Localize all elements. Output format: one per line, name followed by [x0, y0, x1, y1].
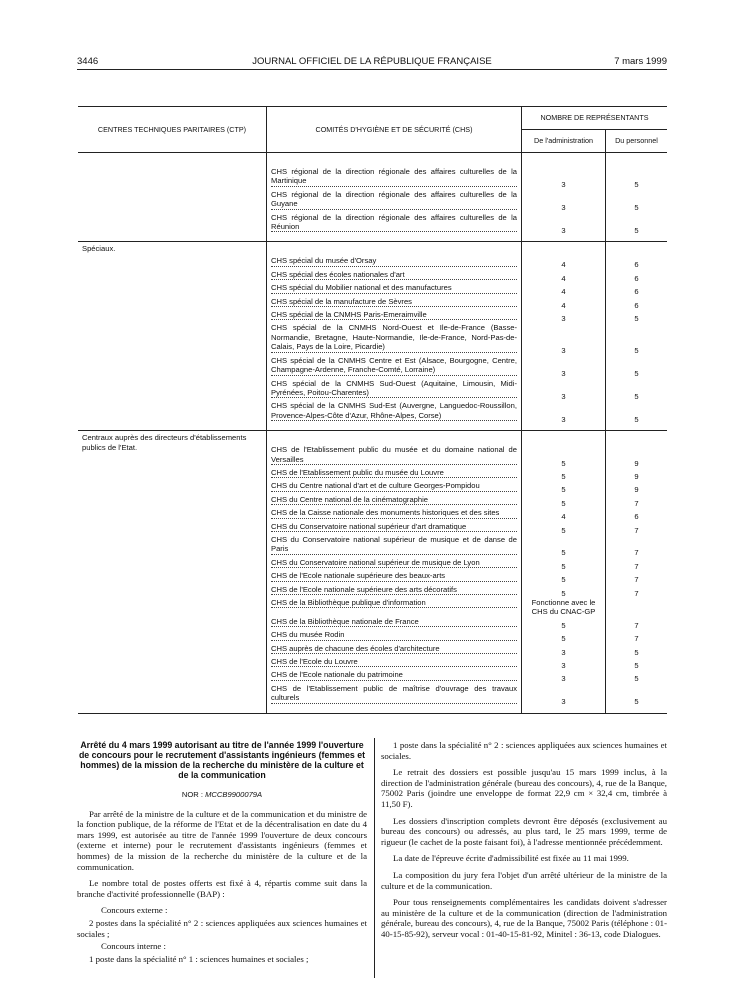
admin-count: 3: [522, 657, 606, 670]
paragraph: Le retrait des dossiers est possible jusqu'au 15 mars 1999 inclus, à la direction de l'administration générale (bureau des concours), 4, rue de la Banque, 75002 Paris (joindre une enveloppe de format 22,9 cm × 32,4 cm, timbrée à 11,50 F).: [381, 767, 667, 809]
paragraph: Les dossiers d'inscription complets devront être déposés (exclusivement au bureau des concours) ou adressés, au plus tard, le 25 mars 1999, terme de rigueur (le cachet de la poste faisant foi), à l'adresse mentionnée précédemment.: [381, 815, 667, 847]
personnel-count: 5: [634, 180, 639, 190]
paragraph: Concours externe :: [101, 905, 168, 916]
paragraph: Le nombre total de postes offerts est fixé à 4, répartis comme suit dans la branche d'activité professionnelle (BAP) :: [77, 878, 367, 899]
admin-count: 5: [522, 585, 606, 598]
admin-count: 3: [522, 323, 606, 355]
admin-count: 3: [522, 379, 606, 402]
admin-count: 5: [522, 630, 606, 643]
personnel-count: 5: [634, 369, 639, 379]
paragraph: Pour tous renseignements complémentaires les candidats doivent s'adresser au ministère de la culture et de la communication (direction de l'administration générale, bureau des concours), 4, rue de la Banque, 75002 Paris (téléphone : 01-40-15-85-92), serveur vocal : 01-40-15-81-92, Minitel : 36-13, code Dialogues.: [381, 897, 667, 939]
personnel-count: 5: [634, 647, 639, 657]
col-header-personnel: Du personnel: [615, 136, 658, 146]
admin-count: 5: [522, 571, 606, 584]
personnel-count: 7: [634, 548, 639, 558]
personnel-count: 5: [634, 674, 639, 684]
group-spacer: [78, 153, 667, 168]
paragraph: La composition du jury fera l'objet d'un arrêté ultérieur de la ministre de la culture et de la communication.: [381, 869, 667, 891]
admin-count: 5: [522, 535, 606, 558]
page-number: 3446: [77, 56, 99, 67]
personnel-count: 7: [634, 498, 639, 508]
article-left-column: [77, 740, 367, 970]
personnel-count: 7: [634, 588, 639, 598]
admin-count: 5: [522, 481, 606, 494]
admin-count: 5: [522, 617, 606, 630]
col-header-admin: De l'administration: [522, 130, 606, 153]
group-spacer: [78, 431, 667, 446]
admin-count: 4: [522, 508, 606, 521]
personnel-count: 5: [634, 346, 639, 356]
personnel-count: 5: [634, 697, 639, 707]
personnel-count: 5: [634, 391, 639, 401]
chs-name: CHS de la Caisse nationale des monuments historiques et des sites: [271, 508, 517, 518]
chs-name: CHS spécial de la manufacture de Sèvres: [271, 297, 517, 307]
header-rule: [77, 69, 667, 70]
col-header-chs: COMITÉS D'HYGIÈNE ET DE SÉCURITÉ (CHS): [267, 107, 522, 153]
admin-count: 3: [522, 684, 606, 707]
personnel-count: 6: [634, 273, 639, 283]
journal-title: JOURNAL OFFICIEL DE LA RÉPUBLIQUE FRANÇAISE: [252, 56, 492, 67]
admin-count: 4: [522, 270, 606, 283]
personnel-count: 7: [634, 634, 639, 644]
chs-name: CHS du musée Rodin: [271, 630, 517, 640]
chs-name: CHS spécial de la CNMHS Centre et Est (Alsace, Bourgogne, Centre, Champagne-Ardenne, Franche-Comté, Lorraine): [271, 355, 517, 375]
admin-count: 3: [522, 167, 606, 190]
chs-name: CHS régional de la direction régionale des affaires culturelles de la Guyane: [271, 189, 517, 209]
chs-name: CHS de l'Etablissement public de maîtrise d'ouvrage des travaux culturels: [271, 683, 517, 703]
admin-count: 5: [522, 495, 606, 508]
personnel-count: 7: [634, 525, 639, 535]
chs-name: CHS du Conservatoire national supérieur de musique et de danse de Paris: [271, 534, 517, 554]
col-header-group: NOMBRE DE REPRÉSENTANTS: [522, 107, 668, 130]
admin-count: 4: [522, 256, 606, 269]
chs-name: CHS du Conservatoire national supérieur de musique de Lyon: [271, 558, 517, 568]
admin-count: 5: [522, 558, 606, 571]
article-title: Arrêté du 4 mars 1999 autorisant au titre de l'année 1999 l'ouverture de concours pour le recrutement d'assistants ingénieurs (femmes et hommes) de la mission de la recherche du ministère de la culture et de la communication: [78, 740, 366, 780]
personnel-count: 9: [634, 485, 639, 495]
chs-name: CHS spécial des écoles nationales d'art: [271, 270, 517, 280]
nor-label: NOR :: [181, 790, 203, 799]
personnel-count: 5: [634, 203, 639, 213]
personnel-count: 9: [634, 471, 639, 481]
chs-name: CHS de l'Etablissement public du musée et du domaine national de Versailles: [271, 445, 517, 464]
admin-count: 5: [522, 468, 606, 481]
admin-count: Fonctionne avec le CHS du CNAC-GP: [522, 598, 606, 617]
chs-name: CHS spécial du Mobilier national et des manufactures: [271, 283, 517, 293]
article-right-column: [381, 740, 667, 946]
page-header: [77, 56, 667, 70]
admin-count: 4: [522, 283, 606, 296]
chs-name: CHS du Centre national de la cinématographie: [271, 495, 517, 505]
paragraph: 2 postes dans la spécialité n° 2 : sciences appliquées aux sciences humaines et sociales ;: [77, 917, 367, 939]
chs-name: CHS spécial du musée d'Orsay: [271, 256, 517, 266]
admin-count: 5: [522, 445, 606, 468]
ctp-label: Centraux auprès des directeurs d'établissements publics de l'Etat.: [78, 431, 267, 714]
admin-count: 3: [522, 356, 606, 379]
paragraph: 1 poste dans la spécialité n° 1 : sciences humaines et sociales ;: [89, 953, 309, 964]
nor-reference: [77, 790, 367, 801]
issue-date: 7 mars 1999: [614, 56, 667, 67]
admin-count: 3: [522, 644, 606, 657]
personnel-count: 7: [634, 561, 639, 571]
admin-count: 5: [522, 522, 606, 535]
personnel-count: 6: [634, 300, 639, 310]
chs-name: CHS spécial de la CNMHS Paris-Emeraimville: [271, 310, 517, 320]
chs-name: CHS de la Bibliothèque publique d'information: [271, 598, 517, 608]
col-header-ctp: CENTRES TECHNIQUES PARITAIRES (CTP): [78, 107, 267, 153]
personnel-count: 9: [634, 458, 639, 468]
chs-name: CHS de l'Ecole nationale supérieure des beaux-arts: [271, 571, 517, 581]
representatives-table: [78, 106, 667, 714]
personnel-count: [606, 598, 668, 617]
personnel-count: 7: [634, 620, 639, 630]
personnel-count: 6: [634, 260, 639, 270]
personnel-count: 6: [634, 287, 639, 297]
admin-count: 3: [522, 401, 606, 424]
chs-name: CHS régional de la direction régionale des affaires culturelles de la Martinique: [271, 167, 517, 186]
chs-name: CHS de la Bibliothèque nationale de France: [271, 617, 517, 627]
admin-count: 3: [522, 310, 606, 323]
personnel-count: 5: [634, 661, 639, 671]
admin-count: 3: [522, 213, 606, 236]
personnel-count: 5: [634, 314, 639, 324]
paragraph: 1 poste dans la spécialité n° 2 : sciences appliquées aux sciences humaines et sociales.: [381, 740, 667, 761]
chs-name: CHS auprès de chacune des écoles d'architecture: [271, 644, 517, 654]
chs-name: CHS du Centre national d'art et de culture Georges-Pompidou: [271, 481, 517, 491]
column-divider: [374, 738, 375, 978]
personnel-count: 6: [634, 512, 639, 522]
paragraph: Concours interne :: [101, 941, 166, 952]
chs-name: CHS de l'Etablissement public du musée du Louvre: [271, 468, 517, 478]
chs-name: CHS spécial de la CNMHS Sud-Ouest (Aquitaine, Limousin, Midi-Pyrénées, Poitou-Charentes): [271, 378, 517, 397]
personnel-count: 7: [634, 575, 639, 585]
paragraph: Par arrêté de la ministre de la culture et de la communication et du ministre de la fonction publique, de la réforme de l'Etat et de la décentralisation en date du 4 mars 1999, est autorisée au titre de l'année 1999 l'ouverture de deux concours (externe et interne) pour le recrutement d'assistants ingénieurs (femmes et hommes) de la mission de la recherche du ministère de la culture et de la communication.: [77, 808, 367, 872]
admin-count: 4: [522, 297, 606, 310]
admin-count: 3: [522, 190, 606, 213]
ctp-label: [78, 153, 267, 242]
chs-name: CHS de l'Ecole du Louvre: [271, 657, 517, 667]
admin-count: 3: [522, 670, 606, 683]
chs-name: CHS spécial de la CNMHS Sud-Est (Auvergne, Languedoc-Roussillon, Provence-Alpes-Côte d'Azur, Rhône-Alpes, Corse): [271, 401, 517, 420]
personnel-count: 5: [634, 226, 639, 236]
personnel-count: 5: [634, 414, 639, 424]
ctp-label: Spéciaux.: [78, 242, 267, 431]
group-spacer: [78, 242, 667, 257]
nor-value: MCCB9900079A: [205, 790, 263, 799]
chs-name: CHS de l'Ecole nationale supérieure des arts décoratifs: [271, 585, 517, 595]
chs-name: CHS de l'Ecole nationale du patrimoine: [271, 670, 517, 680]
chs-name: CHS spécial de la CNMHS Nord-Ouest et Ile-de-France (Basse-Normandie, Bretagne, Haute-Normandie, Ile-de-France, Nord-Pas-de-Calais, Pays de la Loire, Picardie): [271, 323, 517, 352]
paragraph: La date de l'épreuve écrite d'admissibilité est fixée au 11 mai 1999.: [393, 853, 629, 864]
chs-name: CHS régional de la direction régionale des affaires culturelles de la Réunion: [271, 212, 517, 232]
chs-name: CHS du Conservatoire national supérieur d'art dramatique: [271, 522, 517, 532]
